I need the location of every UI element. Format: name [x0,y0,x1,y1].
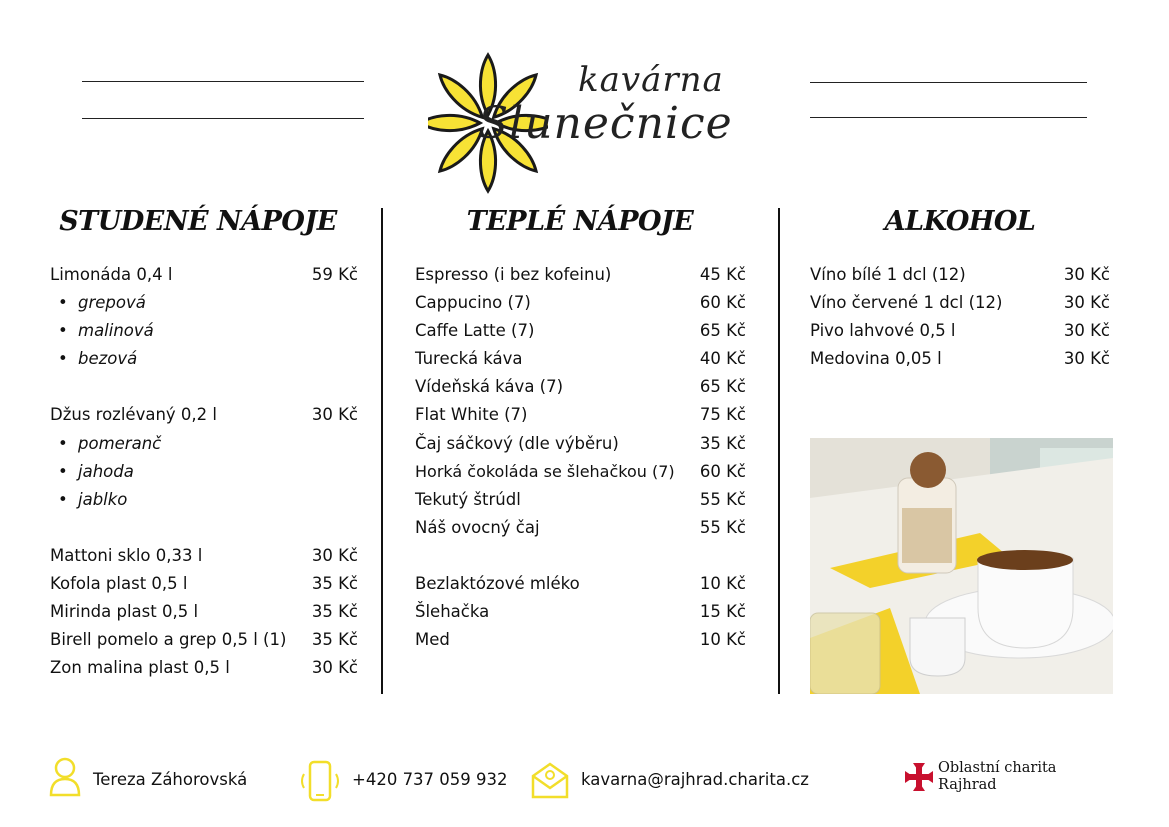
menu-item-name: Zon malina plast 0,5 l [50,658,230,677]
menu-item-name: Medovina 0,05 l [810,349,942,368]
menu-item-name: Vídeňská káva (7) [415,377,564,396]
menu-item-price: 30 Kč [311,546,358,565]
menu-item-price: 65 Kč [699,377,746,396]
column-divider-1 [381,208,383,694]
logo-name-text: Slunečnice [478,98,733,149]
menu-item-name: Horká čokoláda se šlehačkou (7) [415,462,675,481]
menu-item-price: 60 Kč [699,462,746,481]
email-icon [530,760,570,800]
header-rule-right-top [810,82,1087,83]
menu-item-name: Caffe Latte (7) [415,321,535,340]
menu-sub-item: • jablko [78,490,127,509]
menu-item-price: 59 Kč [311,265,358,284]
header-rule-left-bottom [82,118,364,119]
charity-line-2: Rajhrad [938,777,997,793]
menu-item-name: Pivo lahvové 0,5 l [810,321,956,340]
hot-drinks-title: TEPLÉ NÁPOJE [466,206,694,237]
menu-sub-item: • pomeranč [78,434,161,453]
menu-item-name: Espresso (i bez kofeinu) [415,265,612,284]
logo-kavarna-text: kavárna [578,60,724,100]
phone-number[interactable]: +420 737 059 932 [352,770,508,789]
menu-item-price: 55 Kč [699,518,746,537]
menu-extra-name: Med [415,630,450,649]
menu-sub-item: • malinová [78,321,154,340]
menu-item-price: 75 Kč [699,405,746,424]
cold-drinks-title: STUDENÉ NÁPOJE [59,206,337,237]
menu-item-name: Birell pomelo a grep 0,5 l (1) [50,630,287,649]
header-rule-right-bottom [810,117,1087,118]
menu-item-name: Víno bílé 1 dcl (12) [810,265,966,284]
charity-logo-text [938,760,1056,794]
menu-item-price: 35 Kč [699,434,746,453]
menu-item-name: Kofola plast 0,5 l [50,574,188,593]
phone-icon [298,760,342,802]
menu-item-name: Tekutý štrúdl [415,490,521,509]
header-rule-left-top [82,81,364,82]
email-address[interactable]: kavarna@rajhrad.charita.cz [581,770,809,789]
menu-item-price: 35 Kč [311,630,358,649]
menu-item-name: Mirinda plast 0,5 l [50,602,199,621]
menu-item-price: 35 Kč [311,602,358,621]
menu-extra-name: Bezlaktózové mléko [415,574,580,593]
menu-item-name: Flat White (7) [415,405,528,424]
charity-line-1: Oblastní charita [938,760,1057,776]
menu-sub-item: • bezová [78,349,137,368]
menu-item-name: Mattoni sklo 0,33 l [50,546,203,565]
charity-cross-icon [904,762,934,792]
cafe-logo [428,52,758,194]
menu-item-name: Džus rozlévaný 0,2 l [50,405,217,424]
menu-item-name: Náš ovocný čaj [415,518,540,537]
menu-sub-item: • jahoda [78,462,134,481]
menu-item-price: 30 Kč [1063,293,1110,312]
dessert-coffee-photo [810,438,1113,694]
menu-extra-price: 10 Kč [699,630,746,649]
alcohol-title: ALKOHOL [884,206,1036,237]
menu-item-price: 45 Kč [699,265,746,284]
menu-item-name: Víno červené 1 dcl (12) [810,293,1003,312]
menu-item-name: Limonáda 0,4 l [50,265,173,284]
person-icon [48,757,82,797]
menu-extra-price: 15 Kč [699,602,746,621]
menu-item-price: 30 Kč [1063,321,1110,340]
menu-item-price: 35 Kč [311,574,358,593]
menu-sub-item: • grepová [78,293,146,312]
contact-name: Tereza Záhorovská [93,770,248,789]
menu-item-name: Turecká káva [415,349,523,368]
menu-item-price: 30 Kč [1063,265,1110,284]
menu-item-price: 60 Kč [699,293,746,312]
menu-item-name: Čaj sáčkový (dle výběru) [415,434,619,453]
menu-item-price: 55 Kč [699,490,746,509]
menu-item-price: 40 Kč [699,349,746,368]
menu-item-price: 30 Kč [1063,349,1110,368]
menu-item-name: Cappucino (7) [415,293,531,312]
menu-item-price: 30 Kč [311,405,358,424]
menu-item-price: 65 Kč [699,321,746,340]
menu-extra-price: 10 Kč [699,574,746,593]
menu-item-price: 30 Kč [311,658,358,677]
column-divider-2 [778,208,780,694]
menu-extra-name: Šlehačka [415,602,490,621]
